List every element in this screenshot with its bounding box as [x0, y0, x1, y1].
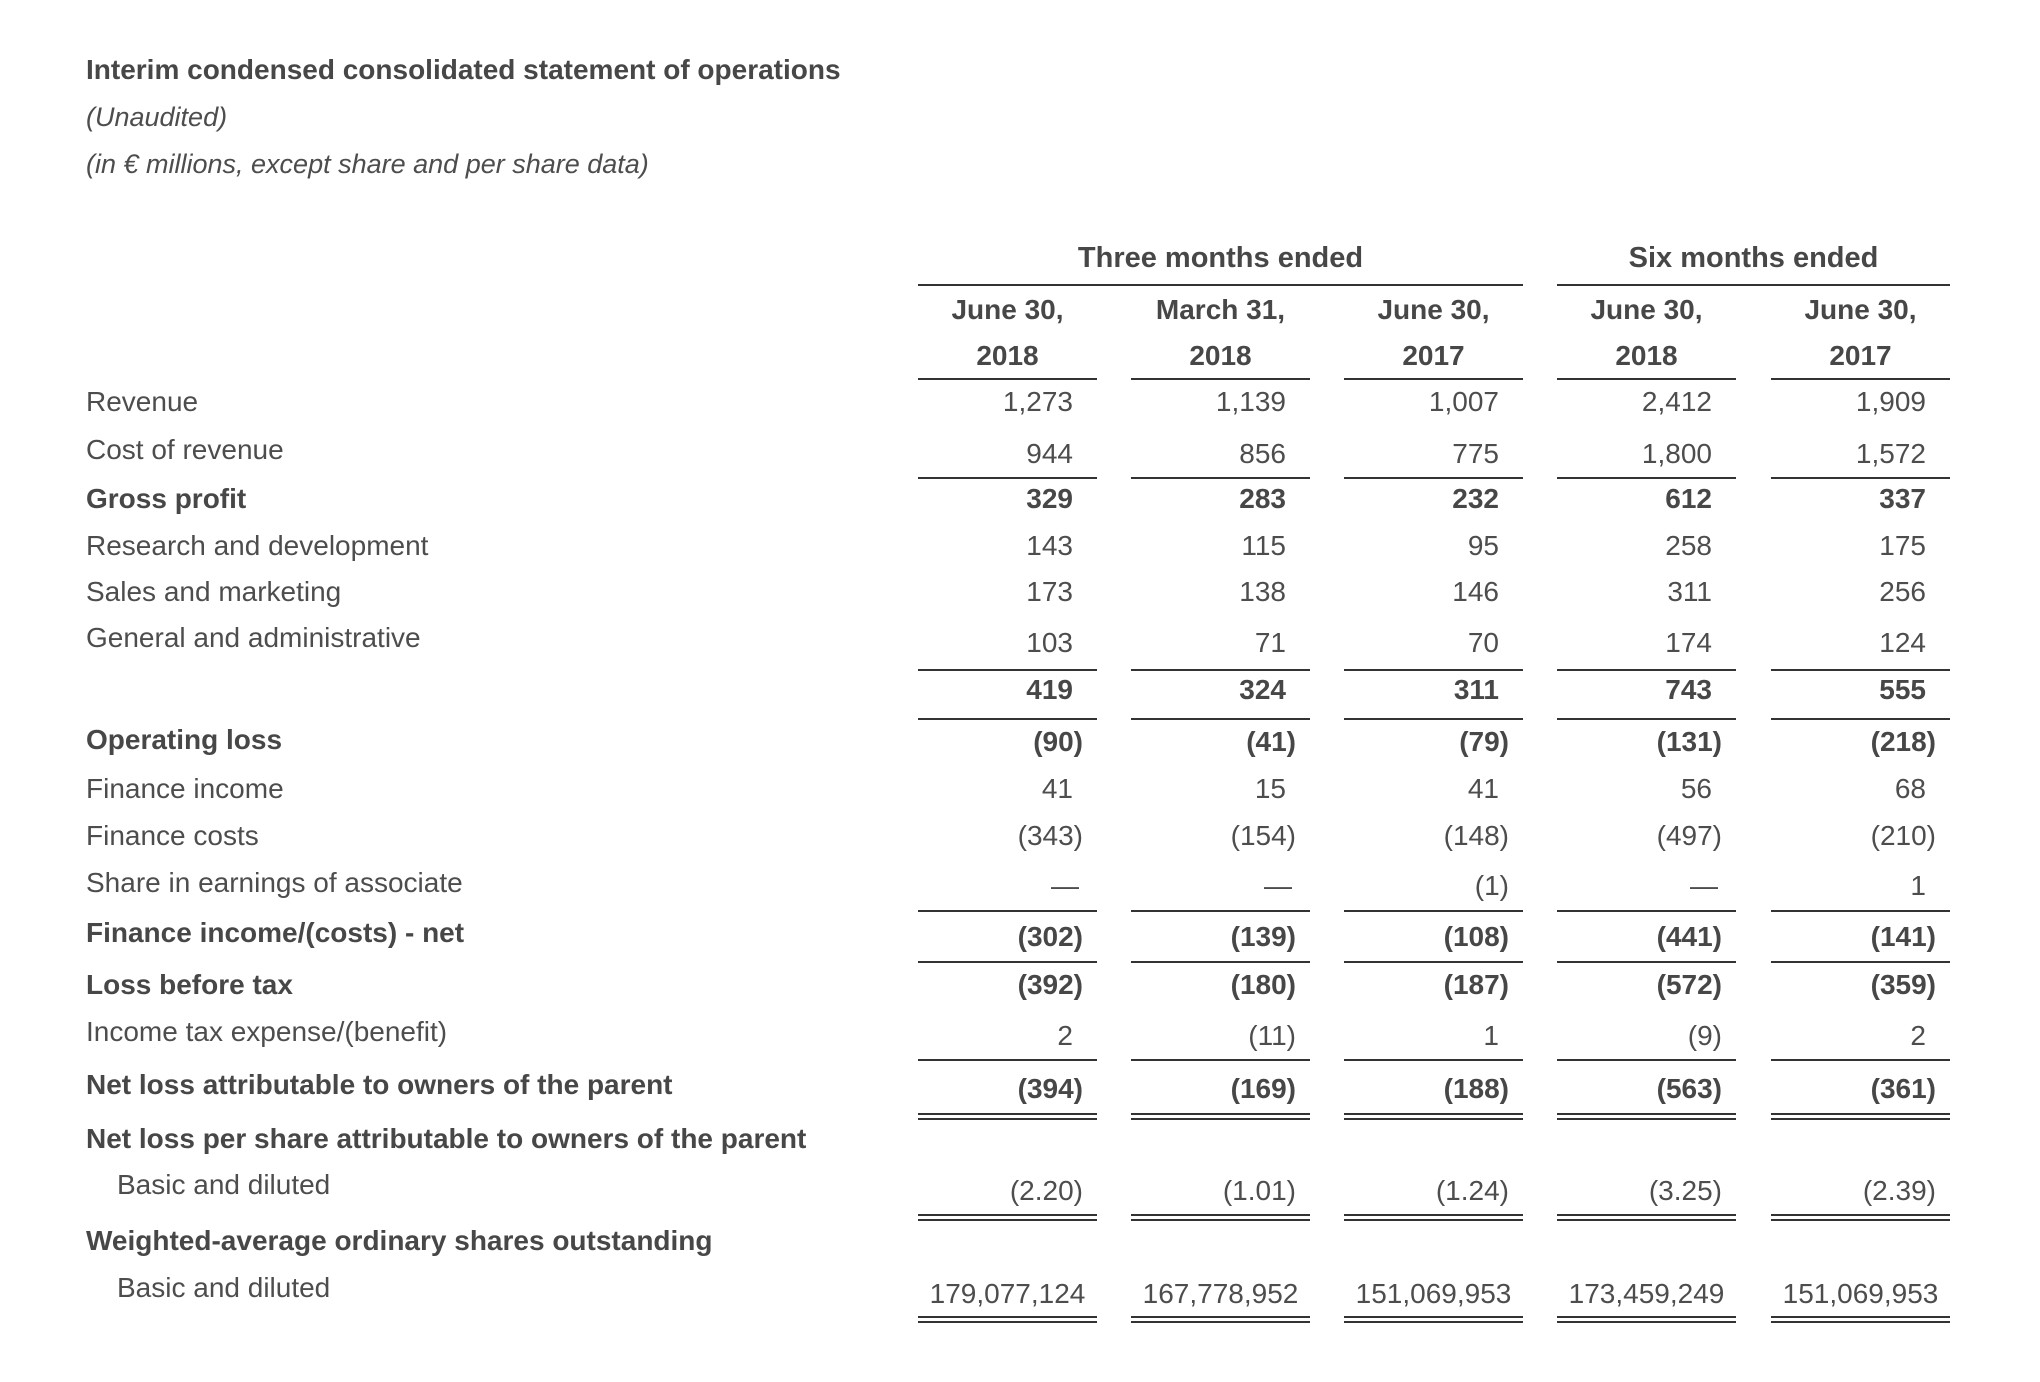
row-label: Loss before tax [86, 969, 293, 1000]
double-underline [1344, 1113, 1523, 1120]
underline [1557, 961, 1736, 963]
row-label: Net loss per share attributable to owners of the parent [86, 1123, 807, 1154]
value-cell: 256 [1879, 576, 1926, 607]
value-cell: 329 [1026, 483, 1073, 514]
column-header-period: June 30, [1590, 294, 1703, 325]
underline [1557, 1059, 1736, 1061]
value-cell: 258 [1665, 530, 1712, 561]
value-cell: (441) [1656, 921, 1722, 952]
value-cell: (139) [1230, 921, 1296, 952]
underline [1557, 910, 1736, 912]
value-cell: (3.25) [1648, 1175, 1722, 1206]
row-label: Finance income [86, 773, 284, 804]
double-underline [918, 1113, 1097, 1120]
value-cell: (108) [1443, 921, 1509, 952]
value-cell: 41 [1467, 773, 1499, 804]
value-cell: 775 [1452, 438, 1499, 469]
row-label: Net loss attributable to owners of the parent [86, 1069, 673, 1100]
underline [1131, 961, 1310, 963]
value-cell: 138 [1239, 576, 1286, 607]
underline [918, 477, 1097, 479]
column-header [1344, 286, 1523, 380]
value-cell: (394) [1017, 1073, 1083, 1104]
value-cell: 2 [1910, 1020, 1926, 1051]
value-cell: (141) [1870, 921, 1936, 952]
underline [1344, 910, 1523, 912]
column-header-year: 2018 [1189, 340, 1252, 371]
value-cell: 70 [1467, 627, 1499, 658]
value-cell: 1,273 [1002, 386, 1073, 417]
value-cell: (148) [1443, 820, 1509, 851]
value-cell: 1,800 [1641, 438, 1712, 469]
value-cell: (2.20) [1009, 1175, 1083, 1206]
value-cell: (218) [1870, 726, 1936, 757]
underline [918, 718, 1097, 720]
value-cell: 419 [1026, 674, 1073, 705]
column-header-period: June 30, [1804, 294, 1917, 325]
underline [1771, 477, 1950, 479]
value-cell: 68 [1894, 773, 1926, 804]
value-cell: (131) [1656, 726, 1722, 757]
column-header [1131, 286, 1310, 380]
unit-note: (in € millions, except share and per share data) [86, 149, 649, 179]
value-cell: (169) [1230, 1073, 1296, 1104]
value-cell: 311 [1667, 576, 1712, 607]
double-underline [1344, 1316, 1523, 1323]
double-underline [918, 1316, 1097, 1323]
document-header [86, 52, 841, 182]
value-cell: (343) [1017, 820, 1083, 851]
underline [1771, 961, 1950, 963]
statement-subtitle: (Unaudited) [86, 102, 228, 132]
underline [1344, 477, 1523, 479]
column-header-period: June 30, [1377, 294, 1490, 325]
value-cell: 103 [1026, 627, 1073, 658]
value-cell: — [1690, 870, 1718, 901]
underline [918, 961, 1097, 963]
value-cell: 151,069,953 [1782, 1278, 1939, 1309]
row-label: Weighted-average ordinary shares outstanding [86, 1225, 713, 1256]
value-cell: 311 [1453, 674, 1499, 705]
value-cell: 324 [1239, 674, 1286, 705]
underline [1344, 718, 1523, 720]
double-underline [1344, 1214, 1523, 1221]
value-cell: 1,909 [1855, 386, 1926, 417]
value-cell: (79) [1459, 726, 1509, 757]
value-cell: (180) [1230, 969, 1296, 1000]
value-cell: (572) [1656, 969, 1722, 1000]
value-cell: 179,077,124 [929, 1278, 1086, 1309]
value-cell: — [1264, 870, 1292, 901]
value-cell: (11) [1248, 1020, 1296, 1051]
row-label: Gross profit [86, 483, 247, 514]
underline [918, 1059, 1097, 1061]
value-cell: 173,459,249 [1568, 1278, 1725, 1309]
value-cell: 1 [1910, 870, 1926, 901]
value-cell: 1 [1483, 1020, 1499, 1051]
value-cell: (41) [1246, 726, 1296, 757]
value-cell: (210) [1870, 820, 1936, 851]
row-label: Basic and diluted [117, 1169, 331, 1200]
value-cell: (2.39) [1862, 1175, 1936, 1206]
row-label: Basic and diluted [117, 1272, 331, 1303]
underline [1344, 961, 1523, 963]
column-header-year: 2018 [976, 340, 1039, 371]
value-cell: (1) [1474, 870, 1509, 901]
value-cell: (1.24) [1435, 1175, 1509, 1206]
value-cell: (563) [1656, 1073, 1722, 1104]
double-underline [1131, 1113, 1310, 1120]
value-cell: 95 [1467, 530, 1499, 561]
value-cell: 555 [1879, 674, 1926, 705]
value-cell: (361) [1870, 1073, 1936, 1104]
value-cell: 71 [1254, 627, 1286, 658]
value-cell: 283 [1239, 483, 1286, 514]
underline [1131, 669, 1310, 671]
underline [918, 669, 1097, 671]
value-cell: (497) [1656, 820, 1722, 851]
underline [1771, 718, 1950, 720]
value-cell: 143 [1026, 530, 1073, 561]
double-underline [1557, 1316, 1736, 1323]
row-label: Finance income/(costs) - net [86, 917, 465, 948]
row-label: Research and development [86, 530, 429, 561]
value-cell: 174 [1665, 627, 1712, 658]
value-cell: 944 [1026, 438, 1073, 469]
underline [1557, 477, 1736, 479]
column-group-three-months: Three months ended [918, 238, 1523, 286]
value-cell: (392) [1017, 969, 1083, 1000]
value-cell: (302) [1017, 921, 1083, 952]
value-cell: (154) [1230, 820, 1296, 851]
row-label: Cost of revenue [86, 434, 284, 465]
underline [1344, 669, 1523, 671]
column-header [1771, 286, 1950, 380]
value-cell: 1,572 [1855, 438, 1926, 469]
value-cell: 167,778,952 [1142, 1278, 1299, 1309]
double-underline [1557, 1214, 1736, 1221]
value-cell: 2,412 [1641, 386, 1712, 417]
column-header-period: June 30, [951, 294, 1064, 325]
double-underline [1131, 1316, 1310, 1323]
value-cell: 2 [1057, 1020, 1073, 1051]
column-header-year: 2017 [1402, 340, 1465, 371]
column-header [1557, 286, 1736, 380]
column-header-year: 2018 [1615, 340, 1678, 371]
value-cell: — [1051, 870, 1079, 901]
underline [918, 910, 1097, 912]
double-underline [1131, 1214, 1310, 1221]
underline [1131, 718, 1310, 720]
value-cell: 56 [1680, 773, 1712, 804]
row-label: Income tax expense/(benefit) [86, 1016, 448, 1047]
row-label: Share in earnings of associate [86, 867, 463, 898]
underline [1557, 669, 1736, 671]
value-cell: (9) [1687, 1020, 1722, 1051]
value-cell: 743 [1665, 674, 1712, 705]
value-cell: (359) [1870, 969, 1936, 1000]
value-cell: 175 [1879, 530, 1926, 561]
value-cell: (90) [1033, 726, 1083, 757]
value-cell: (1.01) [1222, 1175, 1296, 1206]
column-header [918, 286, 1097, 380]
value-cell: (188) [1443, 1073, 1509, 1104]
value-cell: 1,139 [1215, 386, 1286, 417]
underline [1771, 1059, 1950, 1061]
underline [1131, 910, 1310, 912]
row-label: Revenue [86, 386, 199, 417]
row-label: General and administrative [86, 622, 421, 653]
double-underline [1771, 1316, 1950, 1323]
column-header-year: 2017 [1829, 340, 1892, 371]
statement-title: Interim condensed consolidated statement of operations [86, 54, 841, 85]
value-cell: 173 [1026, 576, 1073, 607]
value-cell: 337 [1879, 483, 1926, 514]
underline [1771, 910, 1950, 912]
double-underline [1771, 1214, 1950, 1221]
value-cell: 151,069,953 [1355, 1278, 1512, 1309]
row-label: Finance costs [86, 820, 259, 851]
value-cell: 115 [1241, 530, 1286, 561]
value-cell: 856 [1239, 438, 1286, 469]
underline [1771, 669, 1950, 671]
underline [1131, 1059, 1310, 1061]
value-cell: 41 [1041, 773, 1073, 804]
double-underline [1557, 1113, 1736, 1120]
column-header-period: March 31, [1155, 294, 1286, 325]
double-underline [918, 1214, 1097, 1221]
double-underline [1771, 1113, 1950, 1120]
column-group-six-months: Six months ended [1557, 238, 1950, 286]
value-cell: 232 [1452, 483, 1499, 514]
value-cell: 15 [1254, 773, 1286, 804]
value-cell: (187) [1443, 969, 1509, 1000]
row-label: Operating loss [86, 724, 283, 755]
value-cell: 124 [1879, 627, 1926, 658]
underline [1131, 477, 1310, 479]
value-cell: 146 [1452, 576, 1499, 607]
value-cell: 1,007 [1428, 386, 1499, 417]
underline [1344, 1059, 1523, 1061]
underline [1557, 718, 1736, 720]
value-cell: 612 [1665, 483, 1712, 514]
row-label: Sales and marketing [86, 576, 342, 607]
